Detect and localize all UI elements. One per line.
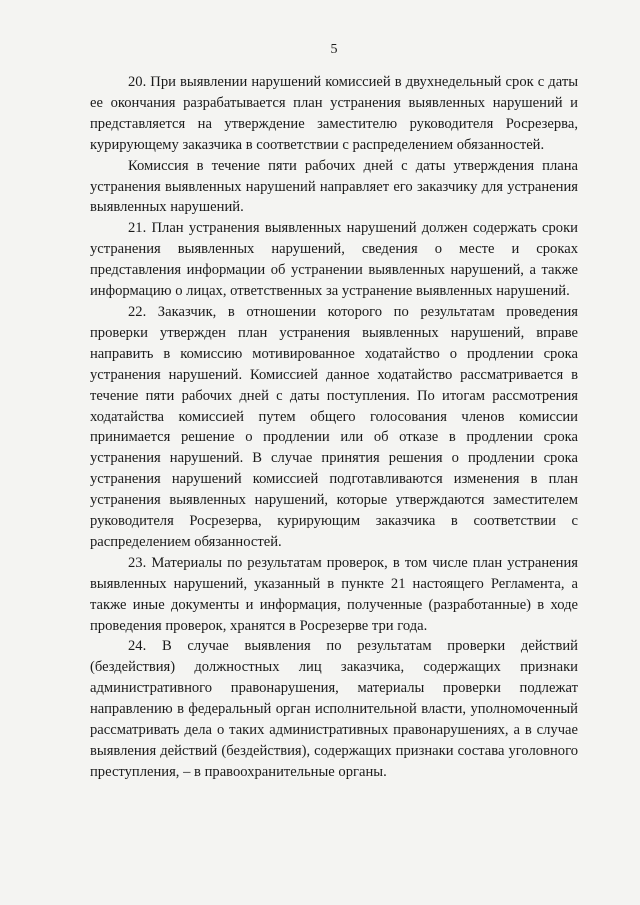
paragraph-21: 21. План устранения выявленных нарушений должен содержать сроки устранения выявленных нарушений, сведения о месте и сроках представления информации об устранении выявленных нарушений, а также информацию о лицах, ответственных за устранение выявленных нарушений. [90,220,578,300]
paragraph-20: 20. При выявлении нарушений комиссией в двухнедельный срок с даты ее окончания разрабатывается план устранения выявленных нарушений и представляется на утверждение заместителю руководителя Росрезерва, курирующему заказчика в соответствии с распределением обязанностей. [90,74,578,153]
paragraph-22: 22. Заказчик, в отношении которого по результатам проведения проверки утвержден план устранения выявленных нарушений, вправе направить в комиссию мотивированное ходатайство о продлении срока устранения нарушений. Комиссией данное ходатайство рассматривается в течение пяти рабочих дней с даты поступления. По итогам рассмотрения ходатайства комиссией путем общего голосования членов комиссии принимается решение о продлении или об отказе в продлении срока устранения нарушений. В случае принятия решения о продлении срока устранения нарушений комиссией подготавливаются изменения в план устранения выявленных нарушений, которые утверждаются заместителем руководителя Росрезерва, курирующим заказчика в соответствии с распределением обязанностей. [90,303,578,550]
paragraph-20-continued: Комиссия в течение пяти рабочих дней с даты утверждения плана устранения выявленных нарушений направляет его заказчику для устранения выявленных нарушений. [90,157,578,216]
paragraph-24: 24. В случае выявления по результатам проверки действий (бездействия) должностных лиц заказчика, содержащих признаки административного правонарушения, материалы проверки подлежат направлению в федеральный орган исполнительной власти, уполномоченный рассматривать дела о таких административных правонарушениях, а в случае выявления действий (бездействия), содержащих признаки состава уголовного преступления, – в правоохранительные органы. [90,638,578,780]
page-number: 5 [330,42,338,57]
paragraph-23: 23. Материалы по результатам проверок, в том числе план устранения выявленных нарушений, указанный в пункте 21 настоящего Регламента, а также иные документы и информация, полученные (разработанные) в ходе проведения проверок, хранятся в Росрезерве три года. [90,554,578,634]
